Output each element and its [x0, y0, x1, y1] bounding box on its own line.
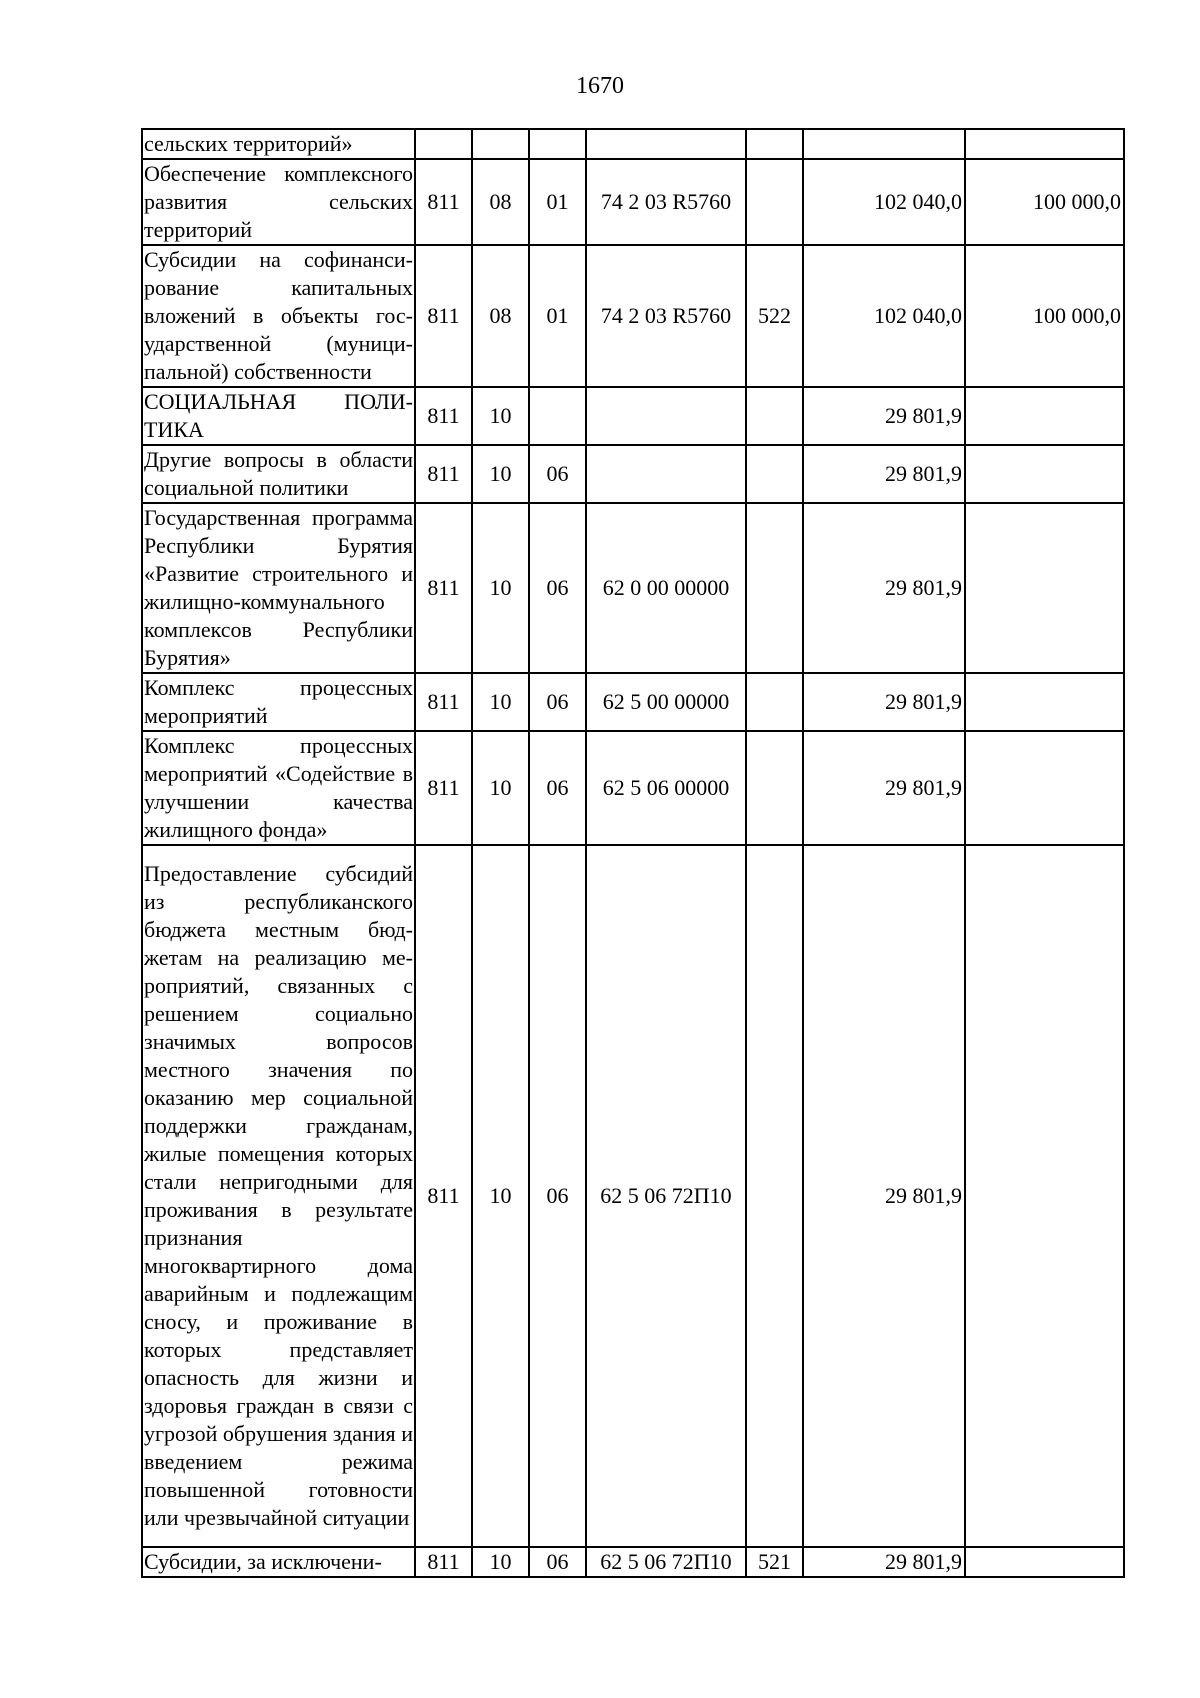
table-row — [142, 845, 1124, 1547]
cell-gr — [415, 129, 472, 159]
cell-pr: 06 — [529, 503, 586, 673]
cell-rz: 10 — [472, 445, 529, 503]
cell-sum-year2 — [965, 387, 1124, 445]
cell-rz: 10 — [472, 387, 529, 445]
row-name: Комплекс процессных мероприятий — [142, 673, 415, 731]
row-name: Другие вопросы в области социальной политики — [142, 445, 415, 503]
cell-rz: 08 — [472, 159, 529, 245]
cell-vr — [746, 673, 803, 731]
cell-sum-year2 — [965, 129, 1124, 159]
cell-pr: 06 — [529, 1547, 586, 1577]
cell-csr: 62 5 06 00000 — [586, 731, 746, 845]
cell-rz: 10 — [472, 845, 529, 1547]
cell-gr: 811 — [415, 245, 472, 387]
cell-vr: 521 — [746, 1547, 803, 1577]
table-row — [142, 159, 1124, 245]
cell-gr: 811 — [415, 387, 472, 445]
table-row — [142, 1547, 1124, 1577]
cell-pr: 01 — [529, 245, 586, 387]
row-name: СОЦИАЛЬНАЯ ПОЛИТИКА — [142, 387, 415, 445]
cell-sum-year1 — [803, 129, 965, 159]
cell-pr — [529, 387, 586, 445]
cell-pr: 06 — [529, 673, 586, 731]
cell-csr — [586, 387, 746, 445]
cell-rz: 08 — [472, 245, 529, 387]
cell-pr — [529, 129, 586, 159]
table-row — [142, 503, 1124, 673]
table-row — [142, 731, 1124, 845]
cell-vr — [746, 387, 803, 445]
cell-csr: 62 5 00 00000 — [586, 673, 746, 731]
cell-sum-year1: 29 801,9 — [803, 445, 965, 503]
cell-sum-year1: 102 040,0 — [803, 245, 965, 387]
cell-rz: 10 — [472, 731, 529, 845]
cell-csr — [586, 445, 746, 503]
cell-vr — [746, 503, 803, 673]
cell-vr — [746, 731, 803, 845]
row-name: Субсидии на софинансирование капитальных вложений в объекты государственной (муниципальной) собственности — [142, 245, 415, 387]
cell-sum-year2 — [965, 673, 1124, 731]
cell-vr: 522 — [746, 245, 803, 387]
cell-rz: 10 — [472, 503, 529, 673]
table-row — [142, 445, 1124, 503]
cell-csr: 62 5 06 72П10 — [586, 845, 746, 1547]
table-row — [142, 673, 1124, 731]
cell-sum-year1: 29 801,9 — [803, 1547, 965, 1577]
cell-sum-year2 — [965, 731, 1124, 845]
cell-sum-year1: 29 801,9 — [803, 387, 965, 445]
row-name: Комплекс процессных мероприятий «Содействие в улучшении качества жилищного фонда» — [142, 731, 415, 845]
cell-vr — [746, 845, 803, 1547]
table-row — [142, 129, 1124, 159]
cell-pr: 01 — [529, 159, 586, 245]
page-number: 1670 — [576, 73, 624, 99]
cell-sum-year2 — [965, 1547, 1124, 1577]
cell-sum-year2 — [965, 445, 1124, 503]
budget-table — [141, 128, 1125, 1578]
cell-csr: 74 2 03 R5760 — [586, 245, 746, 387]
cell-rz: 10 — [472, 1547, 529, 1577]
cell-sum-year1: 29 801,9 — [803, 673, 965, 731]
cell-gr: 811 — [415, 673, 472, 731]
cell-vr — [746, 445, 803, 503]
table-row — [142, 387, 1124, 445]
cell-sum-year2: 100 000,0 — [965, 159, 1124, 245]
cell-sum-year2 — [965, 845, 1124, 1547]
cell-pr: 06 — [529, 731, 586, 845]
cell-gr: 811 — [415, 445, 472, 503]
cell-pr: 06 — [529, 845, 586, 1547]
row-name: сельских территорий» — [142, 129, 415, 159]
cell-sum-year1: 29 801,9 — [803, 731, 965, 845]
table-row — [142, 245, 1124, 387]
cell-gr: 811 — [415, 845, 472, 1547]
cell-vr — [746, 159, 803, 245]
cell-csr: 62 0 00 00000 — [586, 503, 746, 673]
cell-gr: 811 — [415, 503, 472, 673]
cell-gr: 811 — [415, 1547, 472, 1577]
row-name: Предоставление субсидий из республиканского бюджета местным бюджетам на реализацию мероприятий, связанных с решением социально значимых вопросов местного значения по оказанию мер социальной поддержки гражданам, жилые помещения которых стали непригодными для проживания в результате признания многоквартирного дома аварийным и подлежащим сносу, и проживание в которых представляет опасность для жизни и здоровья граждан в связи с угрозой обрушения здания и введением режима повышенной готовности или чрезвычайной ситуации — [142, 845, 415, 1547]
cell-rz — [472, 129, 529, 159]
cell-sum-year2 — [965, 503, 1124, 673]
cell-sum-year1: 102 040,0 — [803, 159, 965, 245]
cell-csr: 62 5 06 72П10 — [586, 1547, 746, 1577]
cell-pr: 06 — [529, 445, 586, 503]
row-name: Субсидии, за исключени- — [142, 1547, 415, 1577]
row-name: Обеспечение комплексного развития сельских территорий — [142, 159, 415, 245]
cell-rz: 10 — [472, 673, 529, 731]
cell-gr: 811 — [415, 159, 472, 245]
cell-gr: 811 — [415, 731, 472, 845]
cell-sum-year1: 29 801,9 — [803, 503, 965, 673]
cell-sum-year2: 100 000,0 — [965, 245, 1124, 387]
cell-sum-year1: 29 801,9 — [803, 845, 965, 1547]
row-name: Государственная программа Республики Бурятия «Развитие строительного и жилищно-коммунального комплексов Республики Бурятия» — [142, 503, 415, 673]
cell-csr: 74 2 03 R5760 — [586, 159, 746, 245]
cell-csr — [586, 129, 746, 159]
cell-vr — [746, 129, 803, 159]
